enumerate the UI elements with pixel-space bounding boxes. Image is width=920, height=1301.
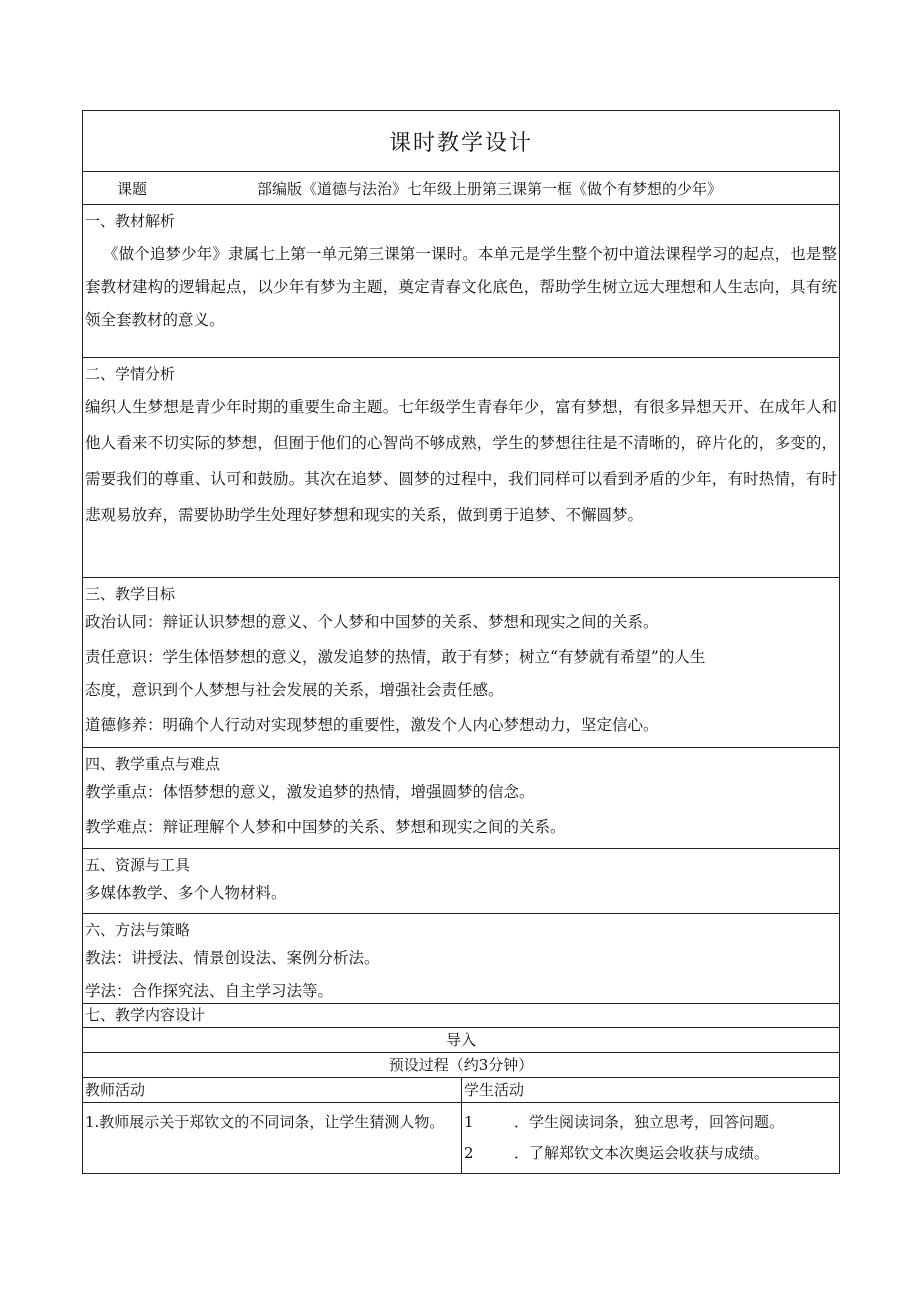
key-point: 教学重点：体悟梦想的意义，激发追梦的热情，增强圆梦的信念。 bbox=[85, 783, 535, 801]
item-text: ．了解郑钦文本次奥运会收获与成绩。 bbox=[514, 1144, 770, 1162]
section-key-points bbox=[83, 748, 839, 849]
section-heading: 一、教材解析 bbox=[85, 212, 176, 230]
page-title: 课时教学设计 bbox=[83, 111, 839, 172]
section-heading: 四、教学重点与难点 bbox=[85, 755, 221, 773]
learning-method: 学法：合作探究法、自主学习法等。 bbox=[85, 982, 334, 1000]
activity-row bbox=[83, 1103, 839, 1174]
goal-responsibility-cont: 态度，意识到个人梦想与社会发展的关系，增强社会责任感。 bbox=[85, 681, 504, 699]
topic-row bbox=[83, 172, 839, 205]
section-teaching-goals bbox=[83, 578, 839, 748]
section-textbook-analysis bbox=[83, 205, 839, 358]
section-heading: 二、学情分析 bbox=[85, 365, 176, 383]
phase-row: 导入 bbox=[83, 1028, 839, 1053]
activity-header-row bbox=[83, 1078, 839, 1103]
lesson-plan-table bbox=[82, 110, 840, 1174]
table-frame bbox=[82, 110, 840, 1174]
section-heading: 七、教学内容设计 bbox=[85, 1006, 206, 1024]
goal-responsibility: 责任意识：学生体悟梦想的意义，激发追梦的热情，敢于有梦；树立“有梦就有希望”的人生 bbox=[85, 648, 706, 666]
section-heading: 三、教学目标 bbox=[85, 585, 176, 603]
difficult-point: 教学难点：辩证理解个人梦和中国梦的关系、梦想和现实之间的关系。 bbox=[85, 818, 566, 836]
section-heading: 六、方法与策略 bbox=[85, 921, 191, 939]
process-row: 预设过程（约3分钟） bbox=[83, 1053, 839, 1078]
section-methods bbox=[83, 914, 839, 1004]
item-text: ．学生阅读词条，独立思考，回答问题。 bbox=[514, 1113, 785, 1131]
section-body: 编织人生梦想是青少年时期的重要生命主题。七年级学生青春年少，富有梦想，有很多异想天开、在成年人和他人看来不切实际的梦想，但囿于他们的心智尚不够成熟，学生的梦想往往是不清晰的，碎片化的，多变的，需要我们的尊重、认可和鼓励。其次在追梦、圆梦的过程中，我们同样可以看到矛盾的少年，有时热情，有时悲观易放弃，需要协助学生处理好梦想和现实的关系，做到勇于追梦、不懈圆梦。 bbox=[85, 398, 837, 524]
resources-text: 多媒体教学、多个人物材料。 bbox=[85, 884, 287, 902]
student-activity-cell bbox=[462, 1103, 839, 1173]
item-number: 1 bbox=[464, 1113, 474, 1131]
goal-political: 政治认同：辩证认识梦想的意义、个人梦和中国梦的关系、梦想和现实之间的关系。 bbox=[85, 613, 659, 631]
topic-label: 课题 bbox=[117, 179, 148, 198]
student-activity-item bbox=[462, 1107, 839, 1138]
item-number: 2 bbox=[464, 1144, 474, 1162]
section-body: 《做个追梦少年》隶属七上第一单元第三课第一课时。本单元是学生整个初中道法课程学习的起点，也是整套教材建构的逻辑起点，以少年有梦为主题，奠定青春文化底色，帮助学生树立远大理想和人生志向，具有统领全套教材的意义。 bbox=[85, 245, 837, 329]
topic-value: 部编版《道德与法治》七年级上册第三课第一框《做个有梦想的少年》 bbox=[257, 179, 723, 198]
teacher-activity-header: 教师活动 bbox=[83, 1078, 462, 1102]
section-resources bbox=[83, 849, 839, 914]
section-heading: 五、资源与工具 bbox=[85, 856, 191, 874]
teacher-activity-cell: 1.教师展示关于郑钦文的不同词条，让学生猜测人物。 bbox=[83, 1103, 462, 1173]
section-content-design bbox=[83, 1004, 839, 1028]
section-student-analysis bbox=[83, 358, 839, 578]
goal-moral: 道德修养：明确个人行动对实现梦想的重要性，激发个人内心梦想动力，坚定信心。 bbox=[85, 716, 659, 734]
teaching-method: 教法：讲授法、情景创设法、案例分析法。 bbox=[85, 949, 380, 967]
student-activity-header: 学生活动 bbox=[464, 1081, 525, 1099]
student-activity-item bbox=[462, 1138, 839, 1169]
